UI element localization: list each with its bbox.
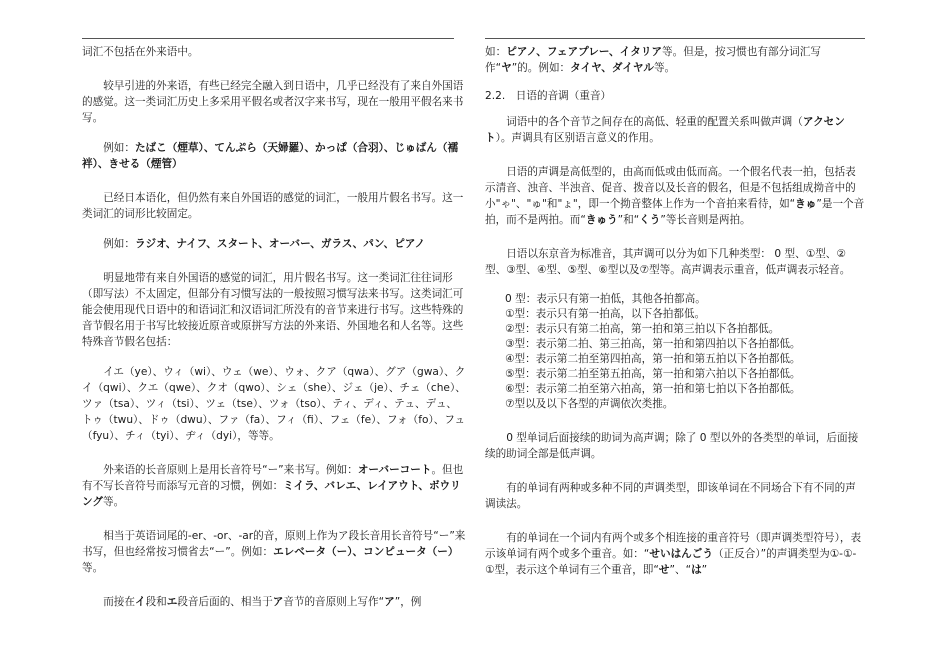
paragraph-continuation-right: 如：ピアノ、フェアプレー、イタリア等。但是，按习惯也有部分词汇写作“ヤ”的。例如：タイヤ、ダイヤル等。 [485, 46, 821, 74]
paragraph-long-vowel: 外来语的长音原则上是用长音符号“ー”来书写。例如：オーバーコート。但也有不写长音符号而添写元音的习惯，例如：ミイラ、バレエ、レイアウト、ボウリング等。 [82, 464, 464, 508]
paragraph-japanized-loanwords: 已经日本语化，但仍然有来自外国语的感觉的词汇，一般用片假名书写。这一类词汇的词形比较固定。 [82, 192, 464, 220]
example-hiragana-loanwords [82, 140, 467, 172]
list-item: ④型：表示第二拍至第四拍高，第一拍和第五拍以下各拍都低。 [505, 353, 801, 365]
paragraph-early-loanwords: 较早引进的外来语，有些已经完全融入到日语中，几乎已经没有了来自外国语的感觉。这一类词汇历史上多采用平假名或者汉字来书写，现在一般用平假名来书写。 [82, 80, 464, 124]
left-column [82, 38, 467, 610]
section-heading: 2.2. 日语的音调（重音） [485, 90, 612, 102]
example-words: ラジオ、ナイフ、スタート、オーバー、ガラス、パン、ピアノ [134, 238, 426, 250]
list-item: ③型：表示第二拍、第三拍高，第一拍和第四拍以下各拍都低。 [505, 338, 801, 350]
example-label: 例如： [103, 142, 135, 154]
list-item: ②型：表示只有第二拍高，第一拍和第三拍以下各拍都低。 [505, 323, 780, 335]
example-katakana-loanwords [82, 236, 467, 252]
right-column [485, 38, 865, 578]
paragraph-pitch-beats: 日语的声调是高低型的，由高而低或由低而高。一个假名代表一拍，包括表示清音、浊音、半浊音、促音、拨音以及长音的假名，但是不包括组成拗音中的小"ゃ"、"ゅ"和"ょ"，即一个拗音整体上作为一个音拍来看待，如“きゅ”是一个音拍，而不是两拍。而“きゅう”和“くう”等长音则是两拍。 [485, 166, 865, 226]
paragraph-accent-definition: 词语中的各个音节之间存在的高低、轻重的配置关系叫做声调（アクセント）。声调具有区别语言意义的作用。 [485, 116, 845, 144]
paragraph-foreign-feel-words: 明显地带有来自外国语的感觉的词汇，用片假名书写。这一类词汇往往词形（即写法）不太固定，但部分有习惯写法的一般按照习惯写法来书写。这类词汇可能会使用现代日语中的和语词汇和汉语词汇所没有的音节来进行书写。这些特殊的音节假名用于书写比较接近原音或原拼写方法的外来语、外国地名和人名等。这些特殊音节假名包括： [82, 272, 464, 348]
list-item: ①型：表示只有第一拍高，以下各拍都低。 [505, 308, 706, 320]
example-words: たばこ（煙草）、てんぷら（天婦羅）、かっぱ（合羽）、じゅばん（襦袢）、きせる（煙管） [82, 142, 459, 170]
list-item: ⑥型：表示第二拍至第六拍高，第一拍和第七拍以下各拍都低。 [505, 383, 801, 395]
accent-type-list [485, 292, 865, 412]
list-item: 0 型：表示只有第一拍低，其他各拍都高。 [505, 293, 706, 305]
paragraph-tokyo-standard: 日语以东京音为标准音，其声调可以分为如下几种类型： 0 型、①型、②型、③型、④型、⑤型、⑥型以及⑦型等。高声调表示重音，低声调表示轻音。 [485, 248, 851, 276]
paragraph-particle-tone: 0 型单词后面接续的助词为高声调；除了 0 型以外的各类型的单词，后面接续的助词全部是低声调。 [485, 432, 859, 460]
special-syllable-list: イエ（ye）、ウィ（wi）、ウェ（we）、ウォ、クア（qwa）、グア（gwa）、クイ（qwi）、クエ（qwe）、クオ（qwo）、シェ（she）、ジェ（je）、チェ（che）、ツァ（tsa）、ツィ（tsi）、ツェ（tse）、ツォ（tso）、ティ、ディ、テュ、デュ、トゥ（twu）、ドゥ（dwu）、ファ（fa）、フィ（fi）、フェ（fe）、フォ（fo）、フュ（fyu）、チィ（tyi）、ヂィ（dyi），等等。 [82, 366, 466, 442]
paragraph-er-or-ar: 相当于英语词尾的-er、-or、-ar的音，原则上作为ア段长音用长音符号“ー”来书写，但也经常按习惯省去“ー”。例如：エレベータ（ー）、コンピュータ（ー）等。 [82, 530, 466, 574]
paragraph-a-after-i-e: 而接在イ段和エ段音后面的、相当于ア音节的音原则上写作“ア”，例 [103, 596, 422, 608]
paragraph-multiple-types: 有的单词有两种或多种不同的声调类型，即该单词在不同场合下有不同的声调读法。 [485, 482, 856, 510]
example-label: 例如： [103, 238, 135, 250]
paragraph-multiple-accents: 有的单词在一个词内有两个或多个相连接的重音符号（即声调类型符号），表示该单词有两个或多个重音。如：“せいはんごう（正反合）”的声调类型为①-①-①型，表示这个单词有三个重音，即“せ”、“は” [485, 532, 862, 576]
list-item: ⑦型以及以下各型的声调依次类推。 [505, 398, 674, 410]
paragraph-continuation: 词汇不包括在外来语中。 [82, 46, 199, 58]
list-item: ⑤型：表示第二拍至第五拍高，第一拍和第六拍以下各拍都低。 [505, 368, 801, 380]
